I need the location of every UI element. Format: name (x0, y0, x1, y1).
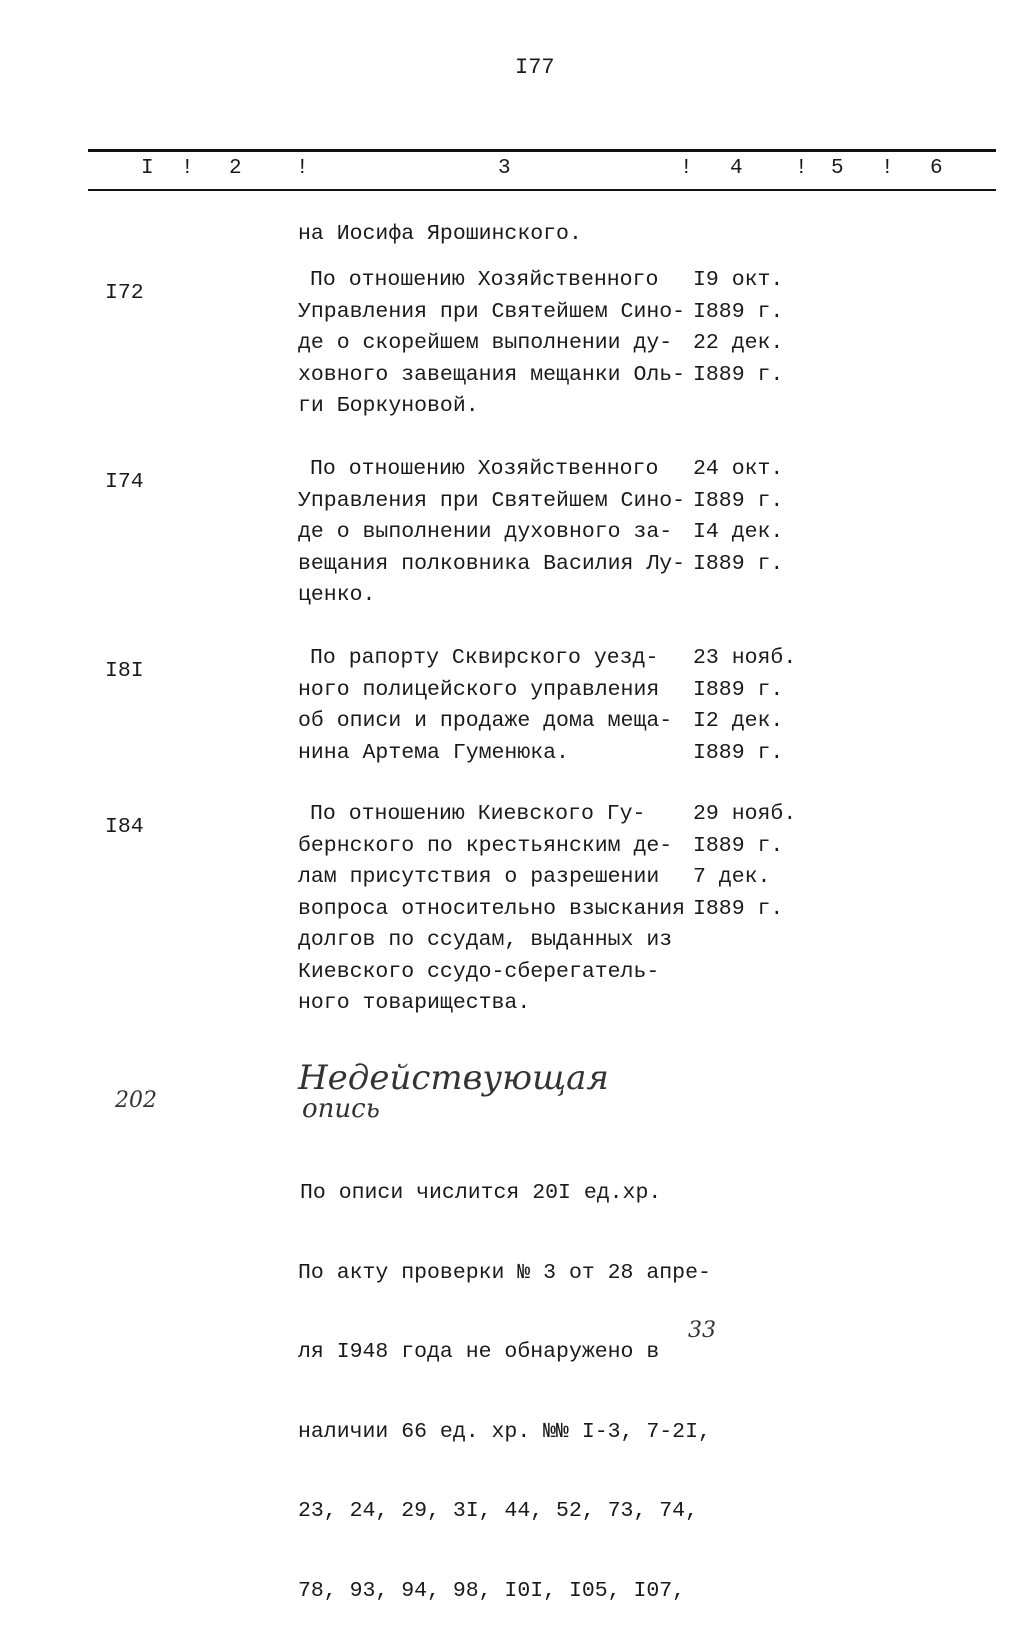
description-line: ного товарищества. (298, 991, 531, 1015)
description-line: Управления при Святейшем Сино- (298, 299, 686, 324)
description-line: Управления при Святейшем Сино- (298, 488, 686, 513)
page-number: I77 (515, 55, 555, 80)
header-sep: ! (795, 157, 808, 180)
header-col-5: 5 (831, 157, 844, 180)
entry-description (298, 265, 685, 423)
description-line: об описи и продаже дома меща- (298, 709, 673, 733)
summary-line: ля I948 года не обнаружено в (298, 1340, 660, 1364)
summary-line: По описи числится 20I ед.хр. (300, 1181, 662, 1205)
summary-text (298, 1130, 711, 1631)
description-line: нина Артема Гуменюка. (298, 740, 569, 765)
header-sep: ! (680, 157, 693, 180)
header-col-3: 3 (498, 157, 511, 180)
description-line: де о скорейшем выполнении ду- (298, 331, 673, 355)
description-line: По отношению Хозяйственного (310, 457, 659, 481)
date-line: I889 г. (693, 551, 784, 576)
summary-line: 23, 24, 29, 3I, 44, 52, 73, 74, (298, 1499, 698, 1523)
date-line: I889 г. (693, 299, 784, 324)
date-line: 24 окт. (693, 457, 784, 481)
handwritten-note-line2: опись (302, 1094, 380, 1124)
date-line: I9 окт. (693, 268, 784, 292)
entry-description (298, 454, 685, 612)
description-line: вопроса относительно взыскания (298, 896, 686, 921)
date-line: I889 г. (693, 488, 784, 513)
entry-dates (693, 454, 783, 580)
header-col-4: 4 (730, 157, 743, 180)
description-line: ги Боркуновой. (298, 394, 479, 418)
date-line: I889 г. (693, 740, 784, 765)
continuation-text: на Иосифа Ярошинского. (298, 222, 582, 246)
date-line: 22 дек. (693, 331, 784, 355)
date-line: I889 г. (693, 677, 784, 702)
entry-description (298, 799, 685, 1020)
header-top-rule (88, 149, 996, 152)
handwritten-number: 202 (115, 1088, 157, 1113)
description-line: По рапорту Сквирского уезд- (310, 646, 659, 670)
description-line: долгов по ссудам, выданных из (298, 928, 673, 952)
header-bottom-rule (88, 189, 996, 191)
description-line: ного полицейского управления (298, 677, 660, 702)
description-line: лам присутствия о разрешении (298, 865, 660, 889)
handwritten-sheet-number: 33 (688, 1318, 716, 1343)
entry-dates (693, 643, 796, 769)
summary-line: По акту проверки № 3 от 28 апре- (298, 1260, 711, 1285)
description-line: Киевского ссудо-сберегатель- (298, 959, 660, 984)
entry-dates (693, 265, 783, 391)
entry-description (298, 643, 672, 769)
description-line: де о выполнении духовного за- (298, 520, 673, 544)
summary-line: 78, 93, 94, 98, I0I, I05, I07, (298, 1578, 686, 1603)
description-line: ховного завещания мещанки Оль- (298, 362, 686, 387)
description-line: По отношению Киевского Гу- (310, 802, 646, 826)
date-line: 23 нояб. (693, 646, 797, 670)
date-line: I889 г. (693, 896, 784, 921)
entry-number: I74 (105, 470, 144, 494)
description-line: вещания полковника Василия Лу- (298, 551, 686, 576)
date-line: I889 г. (693, 362, 784, 387)
header-sep: ! (181, 157, 194, 180)
date-line: 7 дек. (693, 865, 771, 889)
date-line: I2 дек. (693, 709, 784, 733)
header-col-6: 6 (930, 157, 943, 180)
header-sep: ! (881, 157, 894, 180)
entry-number: I72 (105, 281, 144, 305)
description-line: ценко. (298, 583, 376, 607)
date-line: I4 дек. (693, 520, 784, 544)
header-col-1: I (141, 157, 154, 180)
header-col-2: 2 (229, 157, 242, 180)
description-line: По отношению Хозяйственного (310, 268, 659, 292)
date-line: I889 г. (693, 833, 784, 858)
description-line: бернского по крестьянским де- (298, 833, 673, 858)
summary-line: наличии 66 ед. хр. №№ I-3, 7-2I, (298, 1419, 711, 1444)
entry-number: I84 (105, 815, 144, 839)
header-sep: ! (296, 157, 309, 180)
entry-number: I8I (105, 659, 144, 683)
handwritten-note-line1: Недействующая (298, 1058, 609, 1098)
date-line: 29 нояб. (693, 802, 797, 826)
entry-dates (693, 799, 796, 925)
